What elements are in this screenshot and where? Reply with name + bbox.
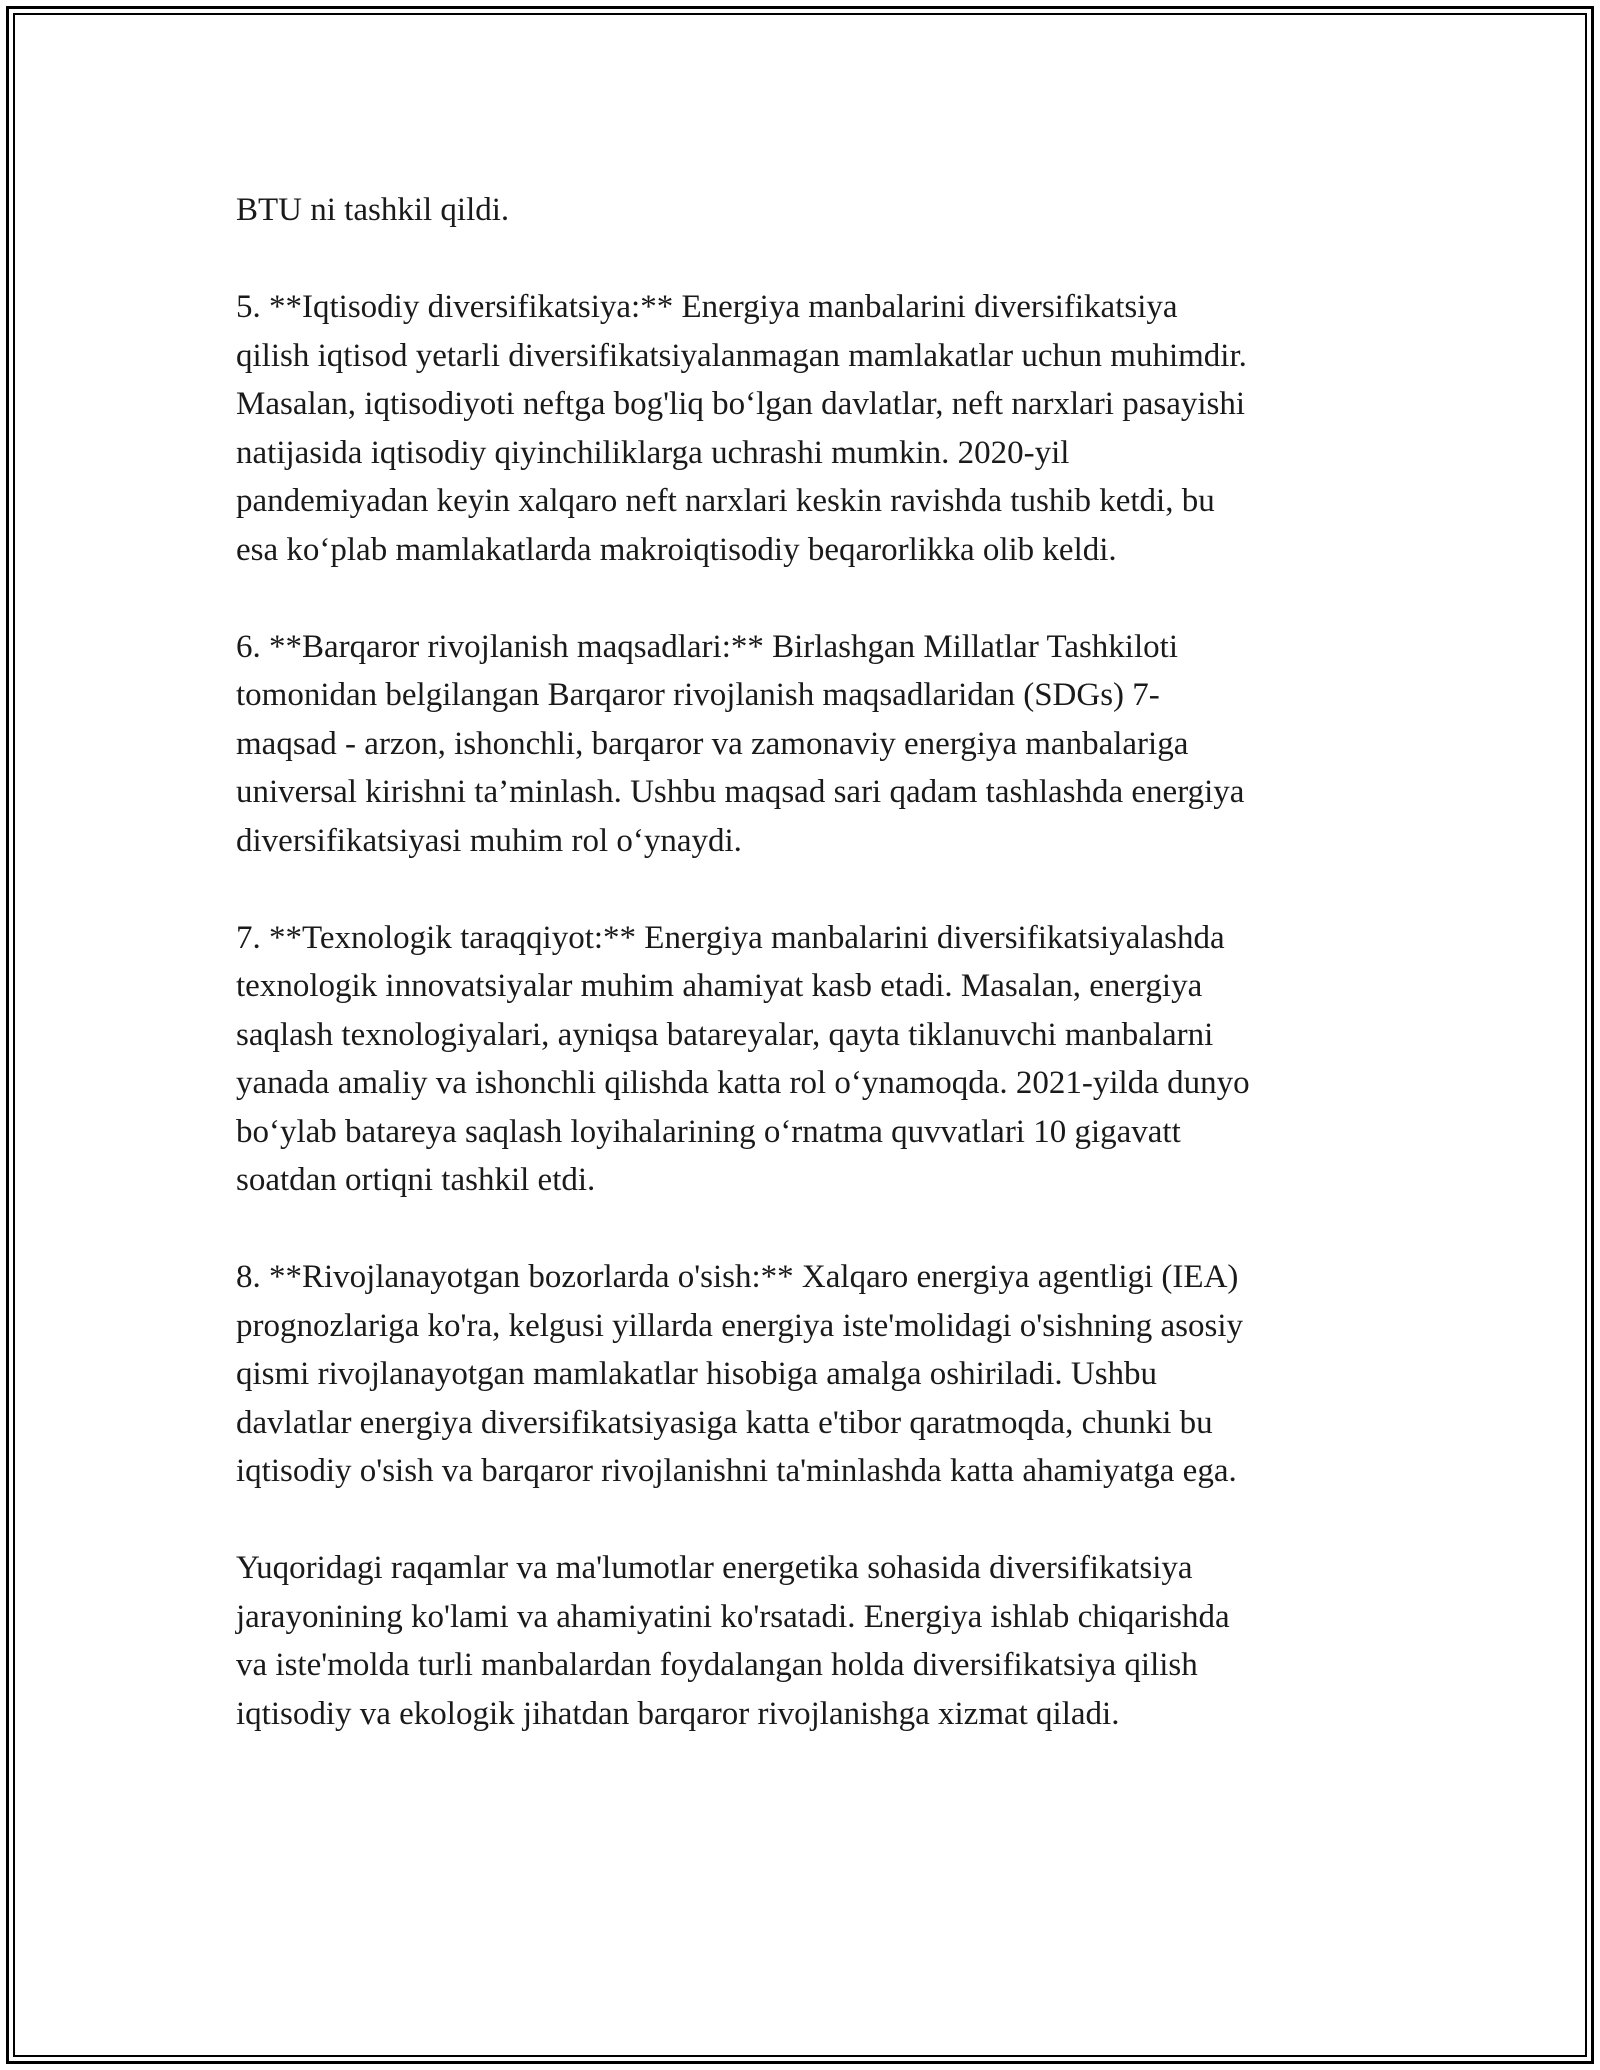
paragraph-technological-progress: 7. **Texnologik taraqqiyot:** Energiya manbalarini diversifikatsiyalashda texnologik innovatsiyalar muhim ahamiyat kasb etadi. Masalan, energiya saqlash texnologiyalari, ayniqsa batareyalar, qayta tiklanuvchi manbalarni yanada amaliy va ishonchli qilishda katta rol o‘ynamoqda. 2021-yilda dunyo bo‘ylab batareya saqlash loyihalarining o‘rnatma quvvatlari 10 gigavatt soatdan ortiqni tashkil etdi. — [236, 919, 1250, 1198]
paragraph-emerging-markets-growth: 8. **Rivojlanayotgan bozorlarda o'sish:** Xalqaro energiya agentligi (IEA) prognozlariga ko'ra, kelgusi yillarda energiya iste'molidagi o'sishning asosiy qismi rivojlanayotgan mamlakatlar hisobiga amalga oshiriladi. Ushbu davlatlar energiya diversifikatsiyasiga katta e'tibor qaratmoqda, chunki bu iqtisodiy o'sish va barqaror rivojlanishni ta'minlashda katta ahamiyatga ega. — [236, 1259, 1244, 1489]
paragraph-continuation: BTU ni tashkil qildi. — [236, 192, 510, 228]
document-body — [236, 186, 1366, 1787]
paragraph-economic-diversification: 5. **Iqtisodiy diversifikatsiya:** Energiya manbalarini diversifikatsiya qilish iqtisod yetarli diversifikatsiyalanmagan mamlakatlar uchun muhimdir. Masalan, iqtisodiyoti neftga bog'liq bo‘lgan davlatlar, neft narxlari pasayishi natijasida iqtisodiy qiyinchiliklarga uchrashi mumkin. 2020-yil pandemiyadan keyin xalqaro neft narxlari keskin ravishda tushib ketdi, bu esa ko‘plab mamlakatlarda makroiqtisodiy beqarorlikka olib keldi. — [236, 289, 1247, 568]
paragraph-conclusion: Yuqoridagi raqamlar va ma'lumotlar energetika sohasida diversifikatsiya jarayonining ko'lami va ahamiyatini ko'rsatadi. Energiya ishlab chiqarishda va iste'molda turli manbalardan foydalangan holda diversifikatsiya qilish iqtisodiy va ekologik jihatdan barqaror rivojlanishga xizmat qiladi. — [236, 1550, 1230, 1732]
paragraph-sustainable-development-goals: 6. **Barqaror rivojlanish maqsadlari:** Birlashgan Millatlar Tashkiloti tomonidan belgilangan Barqaror rivojlanish maqsadlaridan (SDGs) 7- maqsad - arzon, ishonchli, barqaror va zamonaviy energiya manbalariga universal kirishni ta’minlash. Ushbu maqsad sari qadam tashlashda energiya diversifikatsiyasi muhim rol o‘ynaydi. — [236, 628, 1245, 859]
